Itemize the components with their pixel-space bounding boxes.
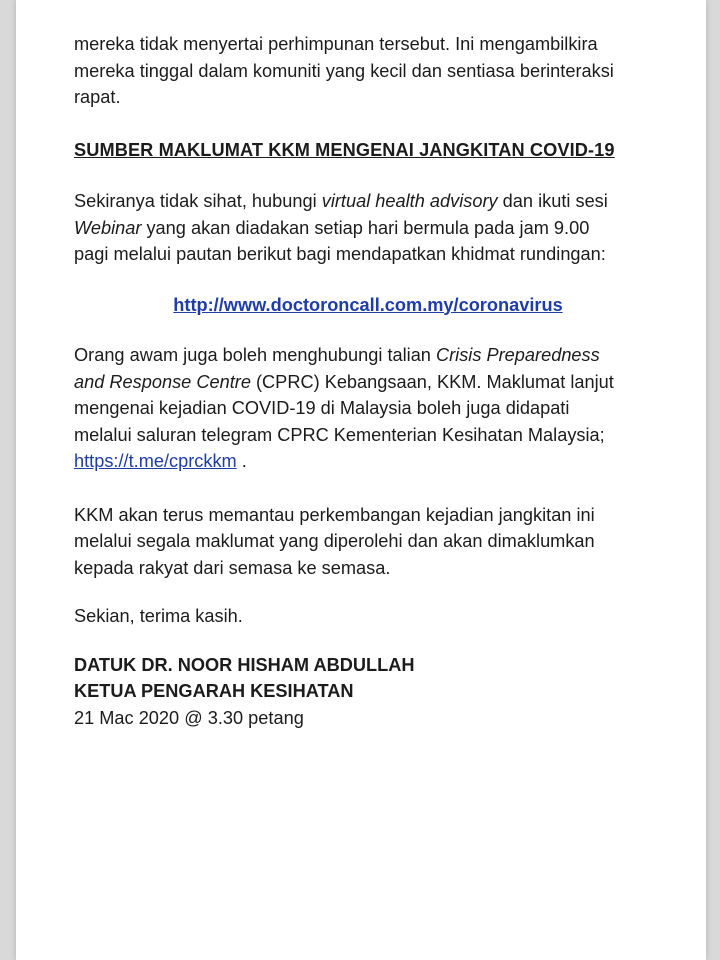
document-body — [74, 31, 662, 731]
document-page — [16, 0, 706, 960]
p2-italic-virtual-health: virtual health advisory — [321, 191, 498, 211]
paragraph-monitoring — [74, 502, 662, 582]
p3-text4: melalui saluran telegram CPRC Kementerian Kesihatan Malaysia; — [74, 424, 605, 445]
signature-date: 21 Mac 2020 @ 3.30 petang — [74, 707, 304, 728]
p2-text3: yang akan diadakan setiap hari bermula pada jam 9.00 — [141, 217, 590, 238]
p1-line3: rapat. — [74, 87, 121, 107]
paragraph-cprc — [74, 342, 662, 475]
closing-text: Sekian, terima kasih. — [74, 606, 243, 626]
p4-line2: melalui segala maklumat yang diperolehi dan akan dimaklumkan — [74, 531, 595, 551]
section-heading: SUMBER MAKLUMAT KKM MENGENAI JANGKITAN COVID-19 — [74, 139, 615, 160]
p3-italic-response: and Response Centre — [74, 371, 251, 392]
p3-text3: mengenai kejadian COVID-19 di Malaysia boleh juga didapati — [74, 398, 570, 418]
p1-line2: mereka tinggal dalam komuniti yang kecil dan sentiasa berinteraksi — [74, 60, 614, 81]
signature-name: DATUK DR. NOOR HISHAM ABDULLAH — [74, 654, 415, 675]
p2-text1: Sekiranya tidak sihat, hubungi — [74, 191, 322, 211]
p4-line1: KKM akan terus memantau perkembangan kejadian jangkitan ini — [74, 504, 595, 525]
p2-text2: dan ikuti sesi — [497, 191, 608, 211]
doctoroncall-link[interactable]: http://www.doctoroncall.com.my/coronavirus — [173, 294, 563, 315]
paragraph-continuation — [74, 31, 662, 111]
signature-block — [74, 652, 662, 732]
p1-line1: mereka tidak menyertai perhimpunan tersebut. Ini mengambilkira — [74, 34, 598, 54]
telegram-link[interactable]: https://t.me/cprckkm — [74, 451, 237, 471]
p3-text5: . — [236, 451, 247, 471]
paragraph-advisory — [74, 188, 662, 268]
signature-title: KETUA PENGARAH KESIHATAN — [74, 681, 354, 701]
p4-line3: kepada rakyat dari semasa ke semasa. — [74, 557, 391, 578]
p2-italic-webinar: Webinar — [74, 217, 142, 238]
p3-text1: Orang awam juga boleh menghubungi talian — [74, 345, 436, 365]
p2-text4: pagi melalui pautan berikut bagi mendapatkan khidmat rundingan: — [74, 244, 606, 264]
p3-text2: (CPRC) Kebangsaan, KKM. Maklumat lanjut — [250, 371, 614, 392]
doctoroncall-link-row — [74, 292, 662, 319]
p3-italic-crisis: Crisis Preparedness — [435, 345, 600, 365]
